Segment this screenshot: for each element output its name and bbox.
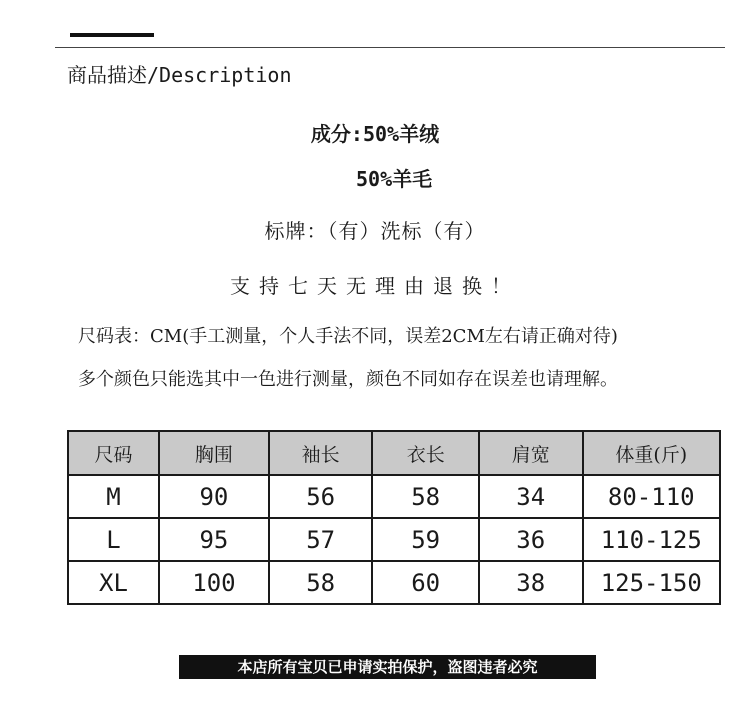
header-cell-chest: 胸围	[159, 431, 269, 475]
tag-info-line: 标牌：（有）洗标（有）	[264, 219, 486, 243]
color-measure-note: 多个颜色只能选其中一色进行测量，颜色不同如存在误差也请理解。	[78, 369, 618, 390]
header-cell-sleeve: 袖长	[269, 431, 373, 475]
table-cell: XL	[68, 561, 159, 604]
composition-line-cashmere	[0, 118, 750, 147]
header-cell-size: 尺码	[68, 431, 159, 475]
table-cell: 95	[159, 518, 269, 561]
table-cell: 34	[479, 475, 583, 518]
table-cell: 60	[372, 561, 478, 604]
table-cell: 57	[269, 518, 373, 561]
table-cell: 58	[372, 475, 478, 518]
table-cell: 90	[159, 475, 269, 518]
table-cell: 38	[479, 561, 583, 604]
size-chart-header-row	[68, 431, 720, 475]
header-cell-weight: 体重(斤)	[583, 431, 720, 475]
table-cell: 58	[269, 561, 373, 604]
copyright-banner: 本店所有宝贝已申请实拍保护，盗图违者必究	[179, 655, 596, 679]
table-cell: 80-110	[583, 475, 720, 518]
table-cell: L	[68, 518, 159, 561]
table-row	[68, 561, 720, 604]
header-accent-bar	[70, 33, 154, 37]
table-cell: 36	[479, 518, 583, 561]
section-title: 商品描述/Description	[67, 63, 292, 87]
return-policy-line: 支持七天无理由退换！	[230, 274, 520, 298]
composition-text-1: 成分:50%羊绒	[310, 122, 440, 146]
header-divider	[55, 47, 725, 48]
size-chart-table	[67, 430, 721, 605]
table-row	[68, 518, 720, 561]
table-cell: 56	[269, 475, 373, 518]
header-cell-length: 衣长	[372, 431, 478, 475]
size-measure-note: 尺码表：CM(手工测量，个人手法不同，误差2CM左右请正确对待)	[78, 326, 618, 347]
table-cell: 100	[159, 561, 269, 604]
table-row	[68, 475, 720, 518]
table-cell: 110-125	[583, 518, 720, 561]
header-cell-shoulder: 肩宽	[479, 431, 583, 475]
table-cell: 125-150	[583, 561, 720, 604]
composition-line-wool: 50%羊毛	[356, 167, 433, 191]
table-cell: M	[68, 475, 159, 518]
table-cell: 59	[372, 518, 478, 561]
